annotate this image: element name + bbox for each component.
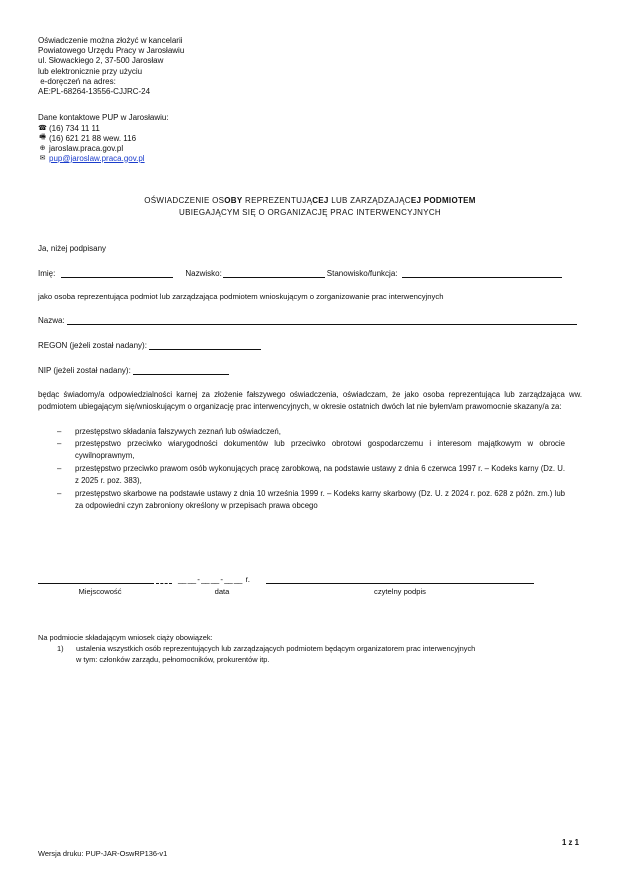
- office-line: lub elektronicznie przy użyciu: [38, 66, 143, 76]
- phone-row: [38, 123, 169, 133]
- declaration-item-text: przestępstwo przeciwko prawom osób wykonujących pracę zarobkową, na podstawie ustawy z dnia 6 czerwca 1997 r. – Kodeks karny (Dz. U. z 2025 r. poz. 383),: [75, 464, 565, 485]
- office-line: Oświadczenie można złożyć w kancelarii: [38, 36, 183, 45]
- date-field[interactable]: [178, 575, 250, 584]
- fax-icon: 🖷: [39, 133, 46, 141]
- place-line-extension: [156, 583, 172, 584]
- phone-icon: ☎: [38, 125, 47, 133]
- year-suffix: r.: [245, 575, 250, 584]
- nazwa-row: [38, 316, 579, 325]
- obligations-text: ustalenia wszystkich osób reprezentujących lub zarządzających podmiotem będącym organizatorem prac interwencyjnych: [76, 644, 476, 653]
- contact-title: Dane kontaktowe PUP w Jarosławiu:: [38, 113, 169, 122]
- declaration-item-text: przestępstwo przeciwko wiarygodności dokumentów lub przeciwko obrotowi gospodarczemu i interesom majątkowym w obrocie cywilnoprawnym,: [75, 439, 565, 460]
- declaration-item: [57, 488, 582, 512]
- place-label: Miejscowość: [78, 587, 122, 596]
- declaration-paragraph: będąc świadomy/a odpowiedzialności karnej za złożenie fałszywego oświadczenia, oświadczam, że jako osoba reprezentująca lub zarządzająca ww. podmiotem ubiegającym się/wnioskującym o organizację prac interwencyjnych, w okresie ostatnich dwóch lat nie byłem/am prawomocnie skazany/a za:: [38, 390, 582, 411]
- nazwisko-field[interactable]: [223, 269, 325, 278]
- declaration-item-text: przestępstwo skarbowe na podstawie ustawy z dnia 10 września 1999 r. – Kodeks karny skarbowy (Dz. U. z 2024 r. poz. 628 z późn. zm.) lub za odpowiedni czyn zabroniony określony w przepisach prawa obcego: [75, 489, 565, 510]
- dash: –: [57, 439, 62, 448]
- nip-label: NIP (jeżeli został nadany):: [38, 366, 131, 375]
- document-title: [0, 196, 620, 205]
- dash: –: [57, 427, 62, 436]
- title-part: EJ PODMIOTEM: [410, 196, 476, 205]
- title-part: LUB ZARZĄDZAJĄC: [328, 196, 411, 205]
- intro-text: Ja, niżej podpisany: [38, 244, 107, 253]
- fax-number: (16) 621 21 88 wew. 116: [49, 133, 137, 143]
- fax-row: [38, 133, 169, 143]
- title-part: OBY: [224, 196, 243, 205]
- stanowisko-field[interactable]: [402, 269, 562, 278]
- print-version: Wersja druku: PUP-JAR-OswRP136-v1: [38, 849, 168, 858]
- signature-line[interactable]: [266, 583, 534, 584]
- nip-row: [38, 366, 231, 375]
- page-number: 1 z 1: [562, 838, 579, 847]
- email-link[interactable]: pup@jaroslaw.praca.gov.pl: [49, 153, 145, 163]
- contact-info: [38, 113, 169, 163]
- envelope-icon: ✉: [39, 155, 46, 163]
- nazwa-label: Nazwa:: [38, 316, 65, 325]
- declaration-item: [57, 438, 582, 462]
- office-address: AE:PL-68264-13556-CJJRC-24: [38, 87, 151, 97]
- title-part: OŚWIADCZENIE OS: [144, 196, 225, 205]
- obligations-text: w tym: członków zarządu, pełnomocników, prokurentów itp.: [76, 655, 270, 664]
- obligations-title: Na podmiocie składającym wniosek ciąży obowiązek:: [38, 633, 213, 642]
- place-line[interactable]: [38, 583, 154, 584]
- declaration-item-text: przestępstwo składania fałszywych zeznań lub oświadczeń,: [75, 427, 281, 436]
- title-part: REPREZENTUJĄ: [242, 196, 313, 205]
- declaration-item: [57, 426, 582, 438]
- dash: –: [57, 489, 62, 498]
- office-line: Powiatowego Urzędu Pracy w Jarosławiu: [38, 46, 185, 56]
- date-label: data: [214, 587, 230, 596]
- regon-row: [38, 341, 263, 350]
- globe-icon: ⊕: [39, 145, 46, 153]
- imie-label: Imię:: [38, 269, 56, 278]
- office-line: ul. Słowackiego 2, 37-500 Jarosław: [38, 56, 164, 66]
- email-row: [38, 153, 169, 163]
- declaration-item: [57, 463, 582, 487]
- obligations-number: 1): [57, 644, 64, 653]
- signature-label: czytelny podpis: [374, 587, 426, 596]
- nip-field[interactable]: [133, 366, 229, 375]
- dash: –: [57, 464, 62, 473]
- document-subtitle: UBIEGAJĄCYM SIĘ O ORGANIZACJĘ PRAC INTERWENCYJNYCH: [179, 208, 441, 217]
- web-row: [38, 143, 169, 153]
- web-address[interactable]: jaroslaw.praca.gov.pl: [49, 143, 124, 153]
- office-info: [38, 36, 184, 97]
- title-part: CEJ: [312, 196, 329, 205]
- date-mask: __ __ - __ __ - __ __: [178, 575, 242, 584]
- regon-field[interactable]: [149, 341, 261, 350]
- nazwisko-label: Nazwisko:: [185, 269, 222, 278]
- stanowisko-label: Stanowisko/funkcja:: [326, 269, 398, 278]
- office-line: e-doręczeń na adres:: [38, 76, 116, 86]
- regon-label: REGON (jeżeli został nadany):: [38, 341, 147, 350]
- imie-field[interactable]: [61, 269, 173, 278]
- nazwa-field[interactable]: [67, 316, 577, 325]
- name-row: [38, 269, 564, 278]
- phone-number: (16) 734 11 11: [49, 123, 100, 133]
- role-text: jako osoba reprezentująca podmiot lub zarządzająca podmiotem wnioskującym o zorganizowanie prac interwencyjnych: [38, 292, 444, 301]
